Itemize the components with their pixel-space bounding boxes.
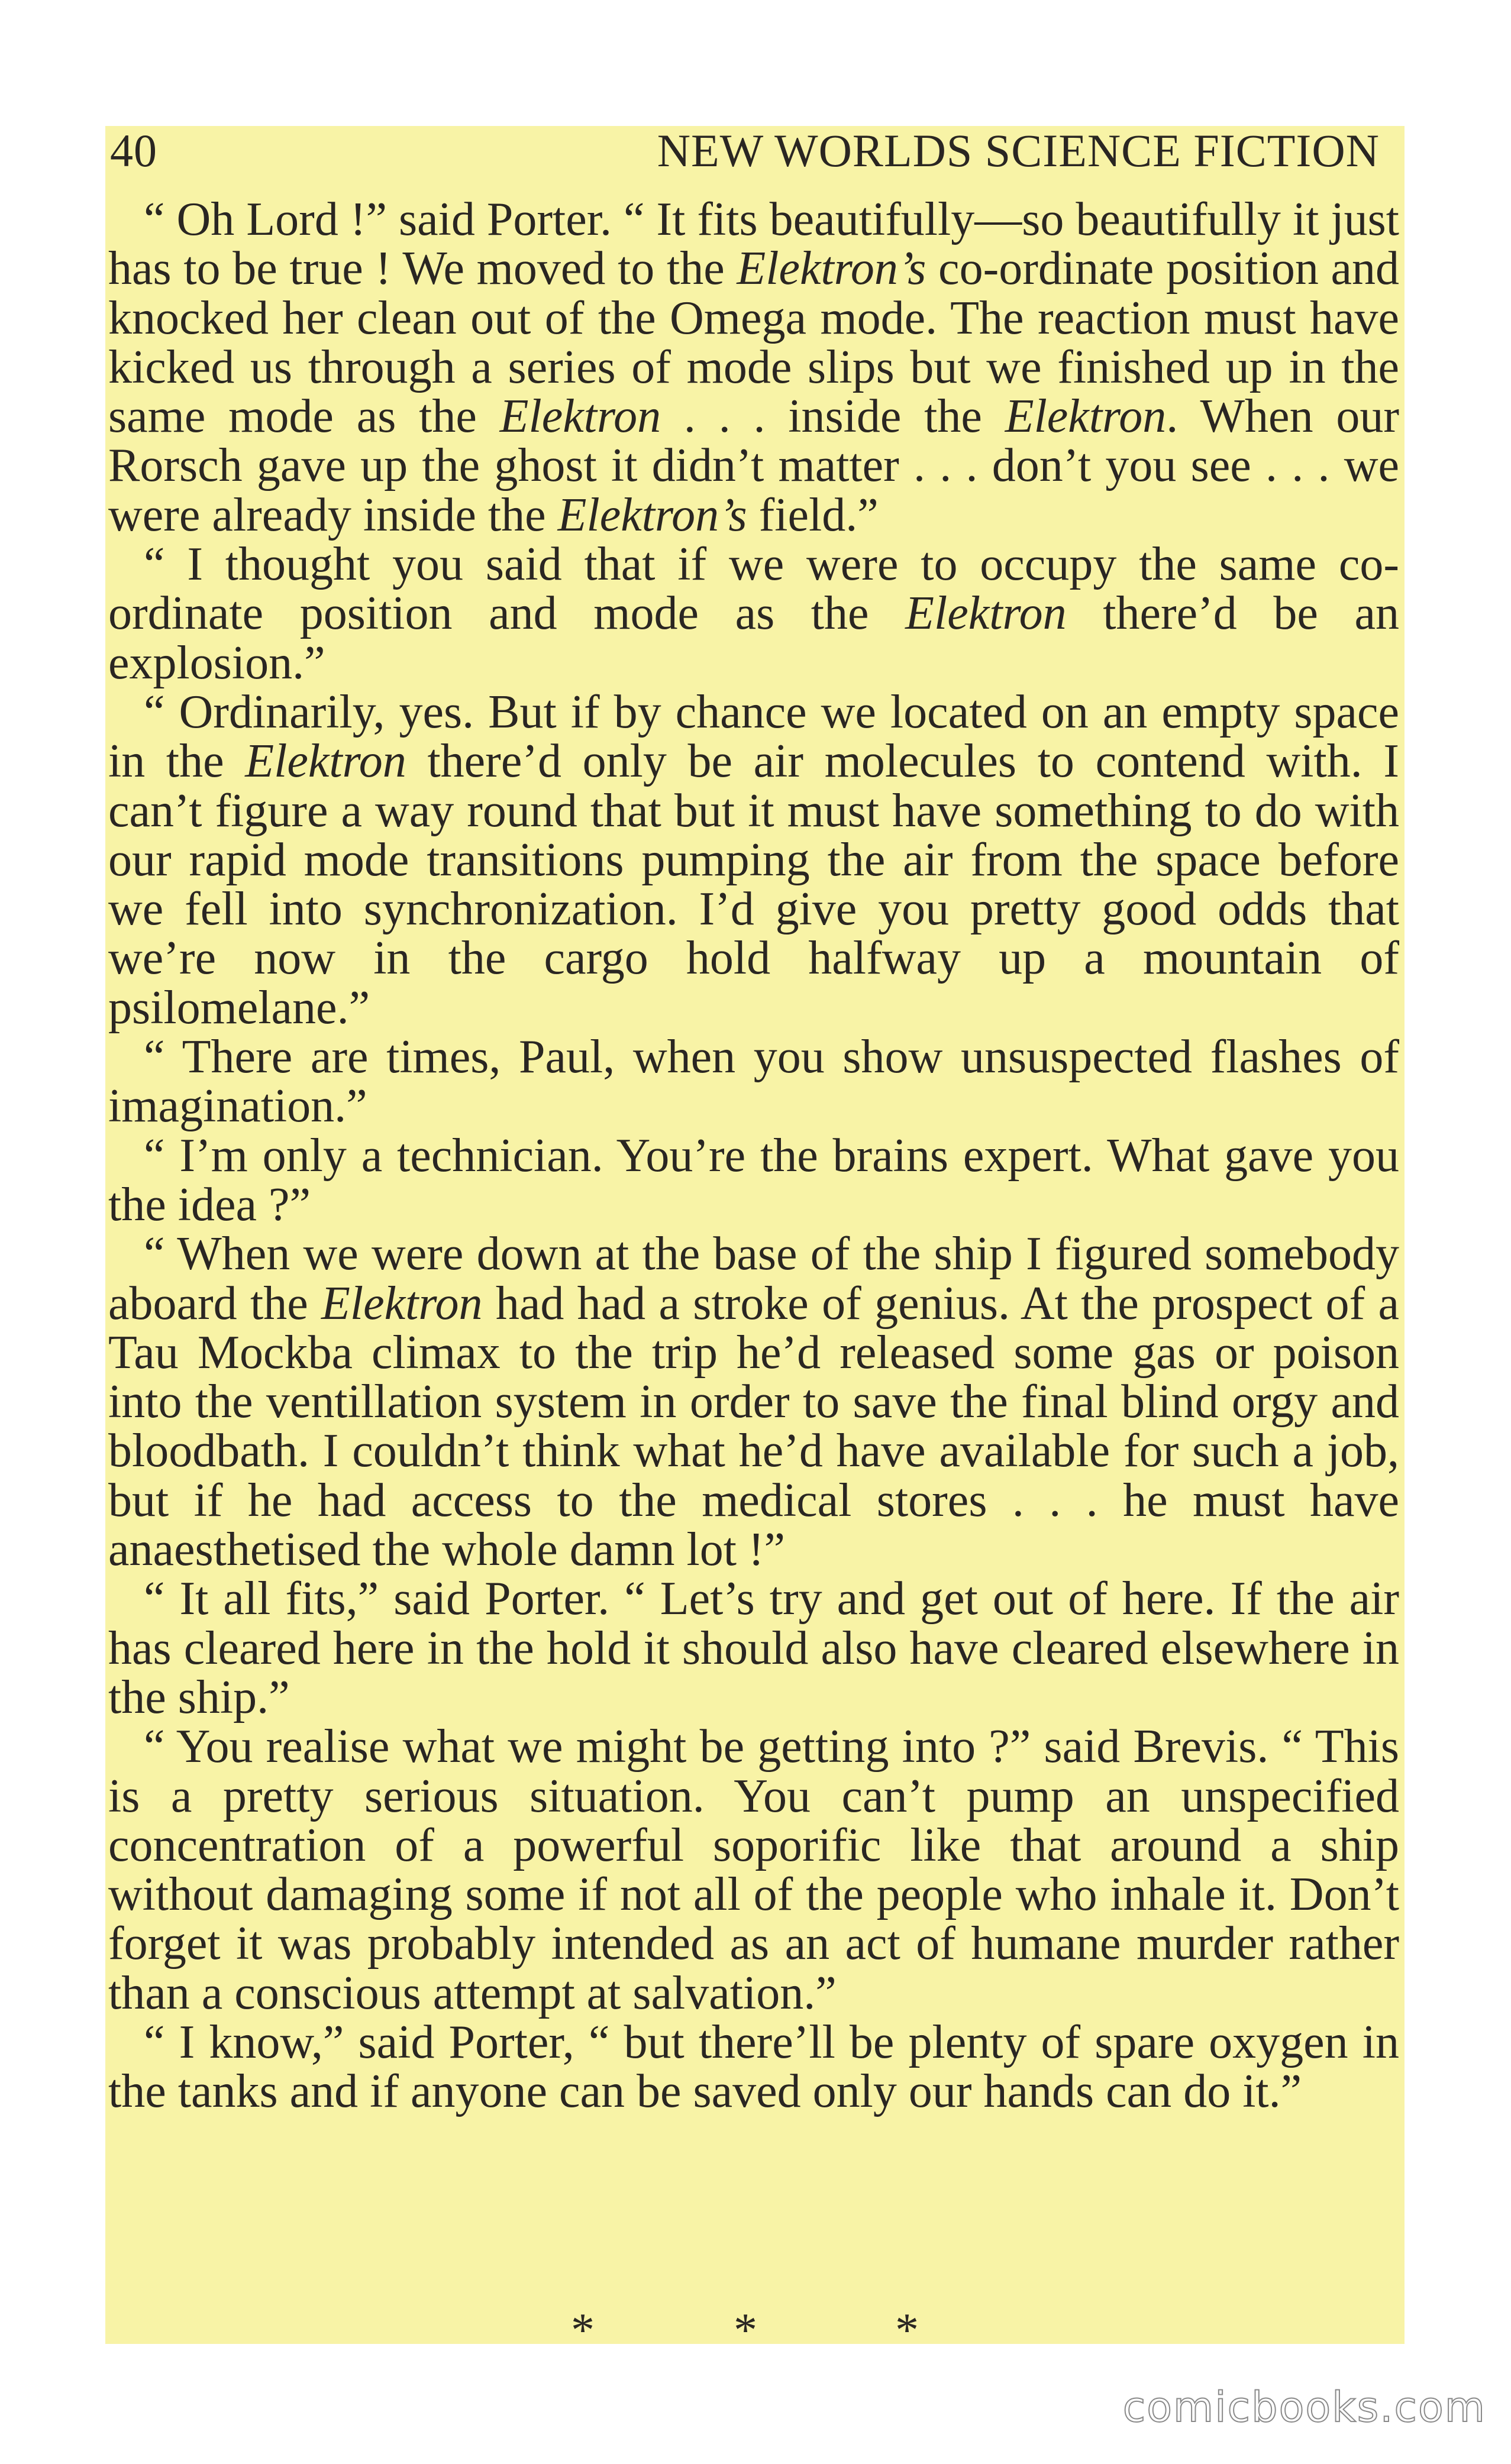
watermark-logo: comicbooks.com [1122, 2383, 1486, 2431]
paragraph: “ I’m only a technician. You’re the brains expert. What gave you the idea ?” [108, 1129, 1399, 1231]
paragraph: “ Ordinarily, yes. But if by chance we located on an empty space in the Elektron there’d only be air molecules to contend with. I can’t figure a way round that but it must have something to do with our rapid mode transitions pumping the air from the space before we fell into synchronization. I’d give you pretty good odds that we’re now in the cargo hold halfway up a mountain of psilomelane.” [108, 685, 1399, 1034]
running-header [105, 121, 1405, 180]
paragraph: “ There are times, Paul, when you show unsuspected flashes of imagination.” [108, 1031, 1399, 1133]
paragraph: “ It all fits,” said Porter. “ Let’s try and get out of here. If the air has cleared here in the hold it should also have cleared elsewhere in the ship.” [108, 1573, 1399, 1723]
paragraph: “ I thought you said that if we were to occupy the same co-ordinate position and mode as the Elektron there’d be an explosion.” [108, 538, 1399, 689]
paragraph: “ Oh Lord !” said Porter. “ It fits beautifully—so beautifully it just has to be true ! We moved to the Elektron’s co-ordinate position and knocked her clean out of the Omega mode. The reaction must have kicked us through a series of mode slips but we finished up in the same mode as the Elektron . . . inside the Elektron. When our Rorsch gave up the ghost it didn’t matter . . . don’t you see . . . we were already inside the Elektron’s field.” [108, 193, 1400, 541]
section-break-star: * [571, 2304, 595, 2356]
paragraph: “ I know,” said Porter, “ but there’ll be plenty of spare oxygen in the tanks and if anyone can be saved only our hands can do it.” [108, 2016, 1399, 2118]
section-break-star: * [734, 2304, 757, 2356]
section-break [105, 2304, 1405, 2356]
paragraph: “ You realise what we might be getting into ?” said Brevis. “ This is a pretty serious situation. You can’t pump an unspecified concentration of a powerful soporific like that around a ship without damaging some if not all of the people who inhale it. Don’t forget it was probably intended as an act of humane murder rather than a conscious attempt at salvation.” [108, 1721, 1399, 2019]
running-head-title: NEW WORLDS SCIENCE FICTION [657, 125, 1380, 176]
paragraph: “ When we were down at the base of the ship I figured somebody aboard the Elektron had had a stroke of genius. At the prospect of a Tau Mockba climax to the trip he’d released some gas or poison into the ventillation system in order to save the final blind orgy and bloodbath. I couldn’t think what he’d have available for such a job, but if he had access to the medical stores . . . he must have anaesthetised the whole damn lot !” [108, 1228, 1400, 1576]
section-break-star: * [895, 2304, 919, 2356]
story-text [108, 195, 1399, 2117]
page-number: 40 [110, 125, 157, 176]
